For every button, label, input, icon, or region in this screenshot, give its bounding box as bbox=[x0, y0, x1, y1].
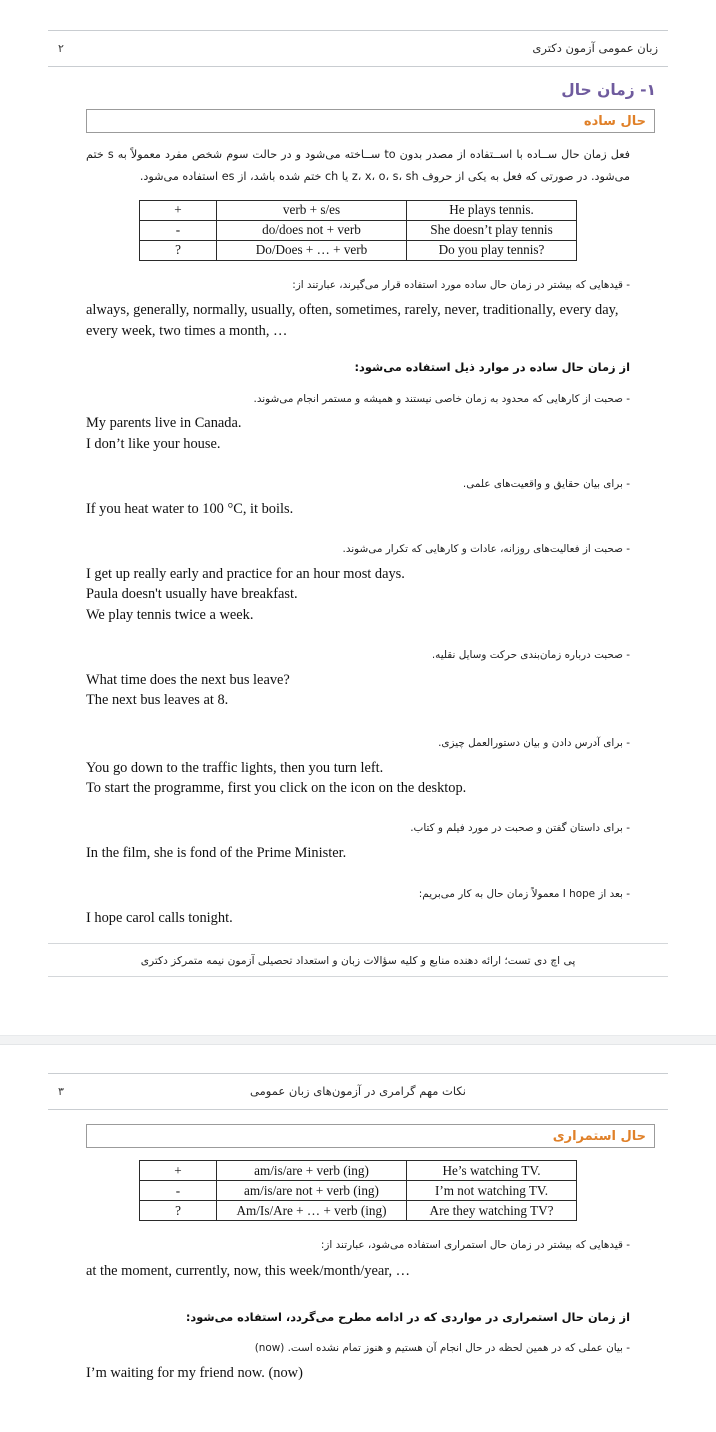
page-separator bbox=[0, 1035, 716, 1045]
footer-text: پی اچ دی تست؛ ارائه دهنده منابع و کلیه سؤالات زبان و استعداد تحصیلی آزمون نیمه متمرکز دکتری bbox=[140, 955, 576, 967]
table-row bbox=[140, 1201, 577, 1221]
usage-examples-4 bbox=[86, 670, 630, 711]
usage-heading: از زمان حال استمراری در مواردی که در ادامه مطرح می‌گردد، استفاده می‌شود: bbox=[185, 1309, 630, 1324]
usage-note-2: - برای بیان حقایق و واقعیت‌های علمی. bbox=[462, 478, 630, 491]
grammar-table-simple-present-wrap bbox=[0, 200, 716, 261]
table-row bbox=[140, 220, 577, 240]
table-cell-form: Do/Does + … + verb bbox=[217, 240, 407, 260]
example-line: In the film, she is fond of the Prime Minister. bbox=[86, 845, 347, 862]
table-row bbox=[140, 1181, 577, 1201]
adverbs-list: at the moment, currently, now, this week/month/year, … bbox=[86, 1262, 411, 1279]
example-line: I’m waiting for my friend now. (now) bbox=[86, 1364, 303, 1381]
adverbs-list: always, generally, normally, usually, often, sometimes, rarely, never, traditionally, every day, every week, two times a month, … bbox=[86, 302, 619, 340]
example-line: If you heat water to 100 °C, it boils. bbox=[86, 500, 294, 517]
table-cell-example: She doesn’t play tennis bbox=[407, 220, 577, 240]
table-row bbox=[140, 200, 577, 220]
usage-note-7: - بعد از I hope معمولاً زمان حال به کار می‌بریم: bbox=[418, 887, 630, 900]
table-cell-sign: ? bbox=[140, 240, 217, 260]
tense-box-label: حال ساده bbox=[583, 113, 646, 129]
table-cell-form: Am/Is/Are + … + verb (ing) bbox=[217, 1201, 407, 1221]
usage-note-1: - صحبت از کارهایی که محدود به زمان خاصی نیستند و همیشه و مستمر انجام می‌شوند. bbox=[253, 392, 630, 405]
tense-box-simple-present bbox=[86, 109, 655, 133]
table-cell-form: verb + s/es bbox=[217, 200, 407, 220]
table-cell-form: am/is/are not + verb (ing) bbox=[217, 1181, 407, 1201]
example-line: What time does the next bus leave? bbox=[86, 671, 290, 688]
usage-examples-2 bbox=[86, 499, 630, 519]
page-1-header bbox=[48, 30, 668, 67]
table-cell-form: do/does not + verb bbox=[217, 220, 407, 240]
example-line: My parents live in Canada. bbox=[86, 415, 242, 432]
example-line: Paula doesn't usually have breakfast. bbox=[86, 586, 298, 603]
table-cell-example: He plays tennis. bbox=[407, 200, 577, 220]
usage-examples-6 bbox=[86, 843, 630, 863]
usage-examples-3 bbox=[86, 564, 630, 625]
example-line: We play tennis twice a week. bbox=[86, 606, 254, 623]
table-row bbox=[140, 240, 577, 260]
header-title: زبان عمومی آزمون دکتری bbox=[532, 41, 658, 55]
table-cell-example: Do you play tennis? bbox=[407, 240, 577, 260]
tense-box-present-continuous bbox=[86, 1124, 655, 1148]
table-cell-sign: + bbox=[140, 200, 217, 220]
example-line: I hope carol calls tonight. bbox=[86, 910, 233, 927]
usage-examples-5 bbox=[86, 758, 630, 799]
table-cell-sign: ? bbox=[140, 1201, 217, 1221]
usage-examples-7 bbox=[86, 908, 630, 928]
example-line: I get up really early and practice for an hour most days. bbox=[86, 565, 405, 582]
usage-note-3: - صحبت از فعالیت‌های روزانه، عادات و کارهایی که تکرار می‌شوند. bbox=[342, 543, 630, 556]
usage-note-1: - بیان عملی که در همین لحظه در حال انجام آن هستیم و هنوز تمام نشده است. (now) bbox=[254, 1341, 630, 1354]
usage-note-5: - برای آدرس دادن و بیان دستورالعمل چیزی. bbox=[438, 736, 630, 749]
intro-paragraph: فعل زمان حال ســاده با اســتفاده از مصدر بدون to ســاخته می‌شود و در حالت سوم شخص مفرد معمولاً به s ختم می‌شود. در صورتی که فعل به یکی از حروف z، x، o، s، sh یا ch ختم شده باشد، از es استفاده می‌شود. bbox=[86, 148, 630, 183]
example-line: To start the programme, first you click on the icon on the desktop. bbox=[86, 780, 467, 797]
header-page-number: ۲ bbox=[58, 41, 64, 55]
usage-examples-1 bbox=[86, 1363, 630, 1383]
example-line: You go down to the traffic lights, then you turn left. bbox=[86, 759, 384, 776]
table-cell-example: He’s watching TV. bbox=[407, 1161, 577, 1181]
page-2-header bbox=[48, 1073, 668, 1110]
table-cell-sign: - bbox=[140, 1181, 217, 1201]
table-cell-sign: + bbox=[140, 1161, 217, 1181]
grammar-table-simple-present bbox=[139, 200, 577, 261]
table-cell-example: I’m not watching TV. bbox=[407, 1181, 577, 1201]
table-cell-example: Are they watching TV? bbox=[407, 1201, 577, 1221]
grammar-table-present-continuous bbox=[139, 1160, 577, 1221]
page-title: ۱- زمان حال bbox=[561, 81, 656, 99]
table-cell-sign: - bbox=[140, 220, 217, 240]
grammar-table-present-continuous-wrap bbox=[0, 1160, 716, 1221]
header-page-number: ۳ bbox=[58, 1084, 64, 1098]
page-1-footer bbox=[48, 943, 668, 977]
usage-heading: از زمان حال ساده در موارد ذیل استفاده می‌شود: bbox=[354, 360, 630, 375]
example-line: The next bus leaves at 8. bbox=[86, 692, 229, 709]
adverbs-note: - قیدهایی که بیشتر در زمان حال استمراری استفاده می‌شود، عبارتند از: bbox=[320, 1239, 630, 1251]
usage-examples-1 bbox=[86, 413, 630, 454]
table-row bbox=[140, 1161, 577, 1181]
adverbs-note: - قیدهایی که بیشتر در زمان حال ساده مورد استفاده قرار می‌گیرند، عبارتند از: bbox=[292, 278, 630, 291]
header-title: نکات مهم گرامری در آزمون‌های زبان عمومی bbox=[250, 1084, 466, 1098]
tense-box-label: حال استمراری bbox=[552, 1128, 646, 1144]
document-page-2 bbox=[0, 1073, 716, 1432]
table-cell-form: am/is/are + verb (ing) bbox=[217, 1161, 407, 1181]
usage-note-4: - صحبت درباره زمان‌بندی حرکت وسایل نقلیه. bbox=[431, 649, 630, 662]
usage-note-6: - برای داستان گفتن و صحبت در مورد فیلم و کتاب. bbox=[410, 822, 630, 835]
example-line: I don’t like your house. bbox=[86, 435, 221, 452]
document-page-1 bbox=[0, 30, 716, 1035]
